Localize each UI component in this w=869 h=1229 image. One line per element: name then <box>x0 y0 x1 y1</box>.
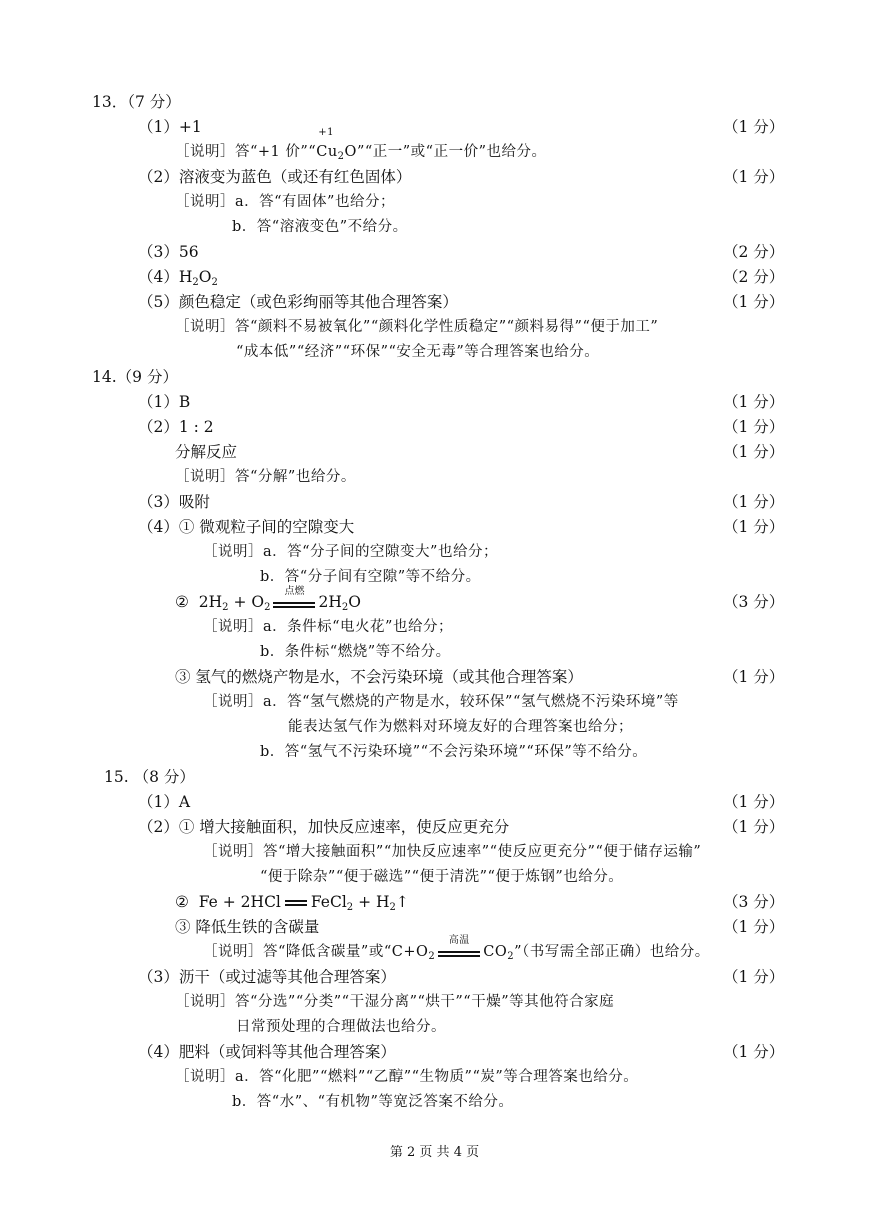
q15-part3-line <box>0 965 869 990</box>
q14-heading: 14.（9 分） <box>92 368 178 386</box>
q14-part4-1-note-b-line <box>0 565 869 590</box>
q14-part2b-answer: 分解反应 <box>175 443 238 461</box>
oxidation-state: +1 <box>318 127 334 138</box>
q14-part4-3-points: （1 分） <box>723 668 785 686</box>
q14-part4-1-points: （1 分） <box>723 518 785 536</box>
q15-part4-points: （1 分） <box>723 1043 785 1061</box>
q15-part1-line <box>0 790 869 815</box>
q13-part1-note-start: ［说明］答“+1 价”“ <box>175 144 317 160</box>
q14-part4-1-answer: （4）① 微观粒子间的空隙变大 <box>138 518 355 536</box>
q14-part4-2-points: （3 分） <box>723 593 785 611</box>
q15-part3-answer: （3）沥干（或过滤等其他合理答案） <box>138 968 396 986</box>
q13-part2-note-b: b．答“溶液变色”不给分。 <box>232 219 408 235</box>
q15-part4-note-b: b．答“水”、“有机物”等宽泛答案不给分。 <box>232 1094 514 1110</box>
q14-part4-1-note-b: b．答“分子间有空隙”等不给分。 <box>260 569 481 585</box>
q15-part1-points: （1 分） <box>723 793 785 811</box>
iron-hcl-equation: Fe + 2HCl FeCl$_2$ + $H_2↑$ <box>198 893 409 913</box>
q15-part2-1-points: （1 分） <box>723 818 785 836</box>
reaction-arrow-high-temp <box>438 935 480 959</box>
q13-heading: 13．（7 分） <box>92 93 181 111</box>
q14-part4-1-note-a: ［说明］a．答“分子间的空隙变大”也给分； <box>203 544 498 560</box>
q15-part2-1-line <box>0 815 869 840</box>
q14-part4-2-line <box>0 586 869 615</box>
q15-part4-answer: （4）肥料（或饲料等其他合理答案） <box>138 1043 396 1061</box>
q14-part4-2-note-b: b．条件标“燃烧”等不给分。 <box>260 644 451 660</box>
q13-part1-note-end: ”“正一”或“正一价”也给分。 <box>356 144 547 160</box>
q15-part2-1-note-1-line <box>0 840 869 865</box>
q13-part4-points: （2 分） <box>723 268 785 286</box>
q14-part4-3-line <box>0 665 869 690</box>
q15-part2-2-answer <box>175 890 409 915</box>
q13-part1-line <box>0 115 869 140</box>
q14-heading-line <box>0 365 869 390</box>
cu2o-formula: +1 $Cu_2O$ <box>316 127 357 162</box>
q14-part4-3-note-1-line <box>0 690 869 715</box>
q15-part2-3-note: ［说明］答“降低含碳量”或“$C+O_2$ 高温 $CO_2$”（书写需全部正确）也给分。 <box>203 935 710 962</box>
q13-part5-answer: （5）颜色稳定（或色彩绚丽等其他合理答案） <box>138 293 458 311</box>
q13-part1-points: （1 分） <box>723 118 785 136</box>
q14-part1-line <box>0 390 869 415</box>
q14-part3-answer: （3）吸附 <box>138 493 210 511</box>
q15-part2-3-note-line <box>0 935 869 965</box>
q13-part2-answer: （2）溶液变为蓝色（或还有红色固体） <box>138 168 412 186</box>
q15-part3-note-1-line <box>0 990 869 1015</box>
q15-part2-1-note-2: “便于除杂”“便于磁选”“便于清洗”“便于炼钢”也给分。 <box>260 869 624 885</box>
reaction-arrow <box>273 586 315 610</box>
q15-part2-3-answer: ③ 降低生铁的含碳量 <box>175 918 320 936</box>
q14-part4-2-note-b-line <box>0 640 869 665</box>
q13-part5-note-1-line <box>0 315 869 340</box>
q13-part2-note-a-line <box>0 190 869 215</box>
q14-part2b-line <box>0 440 869 465</box>
q13-part5-line <box>0 290 869 315</box>
q13-heading-line <box>0 90 869 115</box>
q15-part4-note-a: ［说明］a．答“化肥”“燃料”“乙醇”“生物质”“炭”等合理答案也给分。 <box>175 1069 639 1085</box>
q15-part2-2-line <box>0 890 869 915</box>
reaction-condition-high-temp: 高温 <box>448 935 470 946</box>
q14-part3-points: （1 分） <box>723 493 785 511</box>
q15-part2-1-note-1: ［说明］答“增大接触面积”“加快反应速率”“使反应更充分”“便于储存运输” <box>203 844 702 860</box>
h2o2-formula: $H_2O_2$ <box>178 268 218 288</box>
q13-part2-points: （1 分） <box>723 168 785 186</box>
q15-part3-note-1: ［说明］答“分选”“分类”“干湿分离”“烘干”“干燥”等其他符合家庭 <box>175 994 615 1010</box>
q15-part2-3-line <box>0 915 869 940</box>
q14-part2-line <box>0 415 869 440</box>
q14-part4-3-note-2-line <box>0 715 869 740</box>
q13-part1-note <box>175 127 547 165</box>
q14-part1-points: （1 分） <box>723 393 785 411</box>
q15-heading-line <box>0 765 869 790</box>
q13-part1-answer: （1）+1 <box>138 118 202 136</box>
q15-part3-note-2-line <box>0 1015 869 1040</box>
q14-part2b-points: （1 分） <box>723 443 785 461</box>
q15-part2-1-answer: （2）① 增大接触面积，加快反应速率，使反应更充分 <box>138 818 510 836</box>
q13-part3-line <box>0 240 869 265</box>
q15-part4-line <box>0 1040 869 1065</box>
q13-part5-points: （1 分） <box>723 293 785 311</box>
q13-part3-answer: （3）56 <box>138 243 199 261</box>
q15-part4-note-b-line <box>0 1090 869 1115</box>
q13-part2-note-b-line <box>0 215 869 240</box>
q13-part5-note-2-line <box>0 340 869 365</box>
q13-part4-answer <box>138 265 218 290</box>
q13-part5-note-2: “成本低”“经济”“环保”“安全无毒”等合理答案也给分。 <box>236 344 600 360</box>
q14-part2-note-line <box>0 465 869 490</box>
q15-part3-note-2: 日常预处理的合理做法也给分。 <box>236 1019 446 1035</box>
reaction-condition: 点燃 <box>284 586 305 597</box>
q15-part3-points: （1 分） <box>723 968 785 986</box>
q14-part4-2-answer <box>175 586 361 615</box>
q14-part1-answer: （1）B <box>138 393 191 411</box>
q14-part4-1-line <box>0 515 869 540</box>
q14-part4-3-answer: ③ 氢气的燃烧产物是水，不会污染环境（或其他合理答案） <box>175 668 583 686</box>
q14-part4-2-label: ② <box>175 593 189 611</box>
q14-part4-3-note-2: 能表达氢气作为燃料对环境友好的合理答案也给分； <box>288 719 633 735</box>
q15-part2-2-points: （3 分） <box>723 893 785 911</box>
q14-part4-3-note-3: b．答“氢气不污染环境”“不会污染环境”“环保”等不给分。 <box>260 744 648 760</box>
q14-part2-answer: （2）1 : 2 <box>138 418 214 436</box>
h2-combustion-equation: $2H_2 + O_2$ 点燃 $2H_2O$ <box>198 586 361 613</box>
q14-part3-line <box>0 490 869 515</box>
equals-sign <box>285 899 307 907</box>
q14-part4-1-note-a-line <box>0 540 869 565</box>
q15-part2-1-note-2-line <box>0 865 869 890</box>
q15-part4-note-a-line <box>0 1065 869 1090</box>
q15-part2-2-label: ② <box>175 893 189 911</box>
q15-part2-3-points: （1 分） <box>723 918 785 936</box>
q15-part2-3-note-end: ”（书写需全部正确）也给分。 <box>514 944 710 960</box>
q14-part2-points: （1 分） <box>723 418 785 436</box>
page-footer: 第 2 页 共 4 页 <box>389 1145 480 1160</box>
q14-part4-3-note-3-line <box>0 740 869 765</box>
q14-part2-note: ［说明］答“分解”也给分。 <box>175 469 356 485</box>
q15-heading: 15. （8 分） <box>104 768 195 786</box>
q15-part2-3-note-start: ［说明］答“降低含碳量”或“C+O <box>203 944 429 960</box>
q13-part4-line <box>0 265 869 290</box>
q13-part3-points: （2 分） <box>723 243 785 261</box>
q14-part4-3-note-1: ［说明］a．答“氢气燃烧的产物是水，较环保”“氢气燃烧不污染环境”等 <box>203 694 679 710</box>
q14-part4-2-note-a-line <box>0 615 869 640</box>
q13-part5-note-1: ［说明］答“颜料不易被氧化”“颜料化学性质稳定”“颜料易得”“便于加工” <box>175 319 659 335</box>
q13-part2-line <box>0 165 869 190</box>
q13-part4-label: （4） <box>138 268 179 286</box>
q14-part4-2-note-a: ［说明］a．条件标“电火花”也给分； <box>203 619 453 635</box>
q15-part1-answer: （1）A <box>138 793 191 811</box>
q13-part2-note-a: ［说明］a．答“有固体”也给分； <box>175 194 395 210</box>
